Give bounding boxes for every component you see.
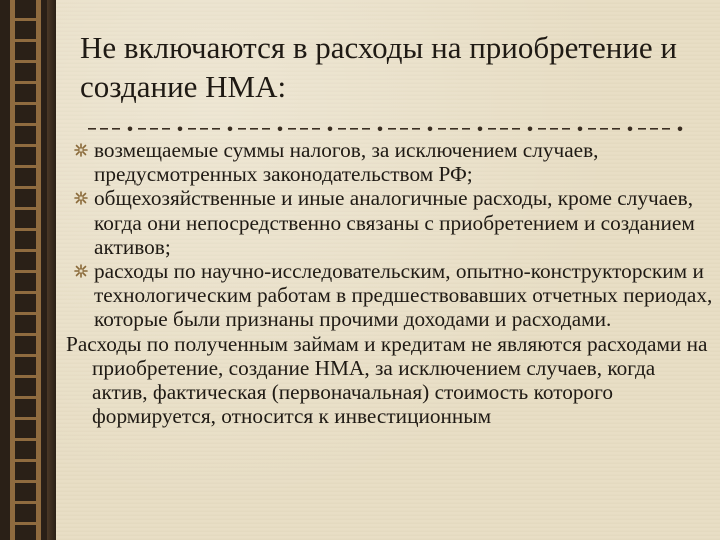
ladder-rail-right (36, 0, 41, 540)
bullet-text: расходы по научно-исследовательским, опытно-конструкторским и технологическим работам в предшествовавших отчетных периодах, которые были признаны прочими доходами и расходами. (94, 259, 713, 332)
asterisk-bullet-icon (74, 264, 88, 278)
decorative-ladder-strip (0, 0, 56, 540)
closing-paragraph: Расходы по полученным займам и кредитам не являются расходами на приобретение, создание НМА, за исключением случаев, когда актив, фактическая (первоначальная) стоимость которого формируется, относится к инвестиционным (66, 331, 708, 429)
asterisk-bullet-icon (74, 191, 88, 205)
bullet-item (66, 138, 714, 186)
slide-content (66, 138, 714, 428)
title-divider (88, 124, 688, 134)
bullet-item (66, 259, 714, 332)
asterisk-bullet-icon (74, 143, 88, 157)
ladder-rail-left (10, 0, 15, 540)
bullet-text: возмещаемые суммы налогов, за исключением случаев, предусмотренных законодательством РФ; (94, 138, 599, 187)
bullet-text: общехозяйственные и иные аналогичные расходы, кроме случаев, когда они непосредственно связаны с приобретением и созданием активов; (94, 186, 695, 259)
strip-shadow (47, 0, 56, 540)
slide-title: Не включаются в расходы на приобретение и создание НМА: (80, 30, 678, 104)
bullet-item (66, 186, 714, 259)
